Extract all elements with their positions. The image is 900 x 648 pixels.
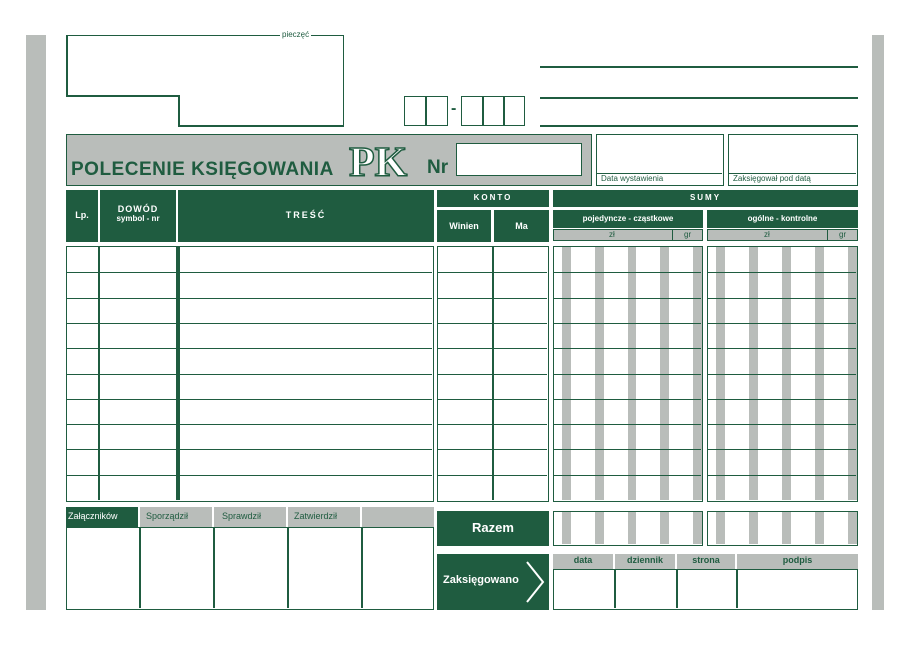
digit-column xyxy=(782,512,791,544)
zaksiegowano-label: Zaksięgowano xyxy=(443,574,519,586)
digit-column xyxy=(815,512,824,544)
row-line xyxy=(708,323,856,324)
row-line xyxy=(67,272,432,273)
booking-fields[interactable] xyxy=(553,569,858,610)
row-line xyxy=(67,424,432,425)
entries-table[interactable] xyxy=(66,246,434,502)
digit-column xyxy=(628,512,637,544)
digit-column xyxy=(716,512,725,544)
digit-column xyxy=(693,512,702,544)
booked-under-label: Zaksięgował pod datą xyxy=(733,174,811,183)
row-line xyxy=(438,475,547,476)
gr-label: gr xyxy=(839,230,847,239)
razem-label: Razem xyxy=(437,511,549,546)
strona-label: strona xyxy=(677,554,735,569)
row-line xyxy=(67,374,432,375)
row-line xyxy=(708,475,856,476)
lp-header: Lp. xyxy=(66,190,98,242)
row-line xyxy=(438,449,547,450)
zatwierdzil-label: Zatwierdził xyxy=(288,507,360,527)
row-line xyxy=(438,298,547,299)
ogolne-table[interactable] xyxy=(707,246,858,502)
row-line xyxy=(67,348,432,349)
row-line xyxy=(554,348,701,349)
podpis-label: podpis xyxy=(737,554,858,569)
pojedyncze-units xyxy=(553,229,703,241)
winien-header: Winien xyxy=(437,210,491,242)
sumy-header: SUMY xyxy=(553,190,858,207)
digit-column xyxy=(848,512,857,544)
date-boxes-right[interactable] xyxy=(461,96,525,126)
razem-ogolne-field[interactable] xyxy=(707,511,858,546)
address-line xyxy=(540,125,858,127)
row-line xyxy=(708,424,856,425)
row-line xyxy=(438,399,547,400)
right-margin-strip xyxy=(872,35,884,610)
pojedyncze-table[interactable] xyxy=(553,246,703,502)
stamp-box[interactable] xyxy=(66,35,344,127)
booked-under-field[interactable] xyxy=(728,134,858,186)
row-line xyxy=(554,323,701,324)
form-title: POLECENIE KSIĘGOWANIA xyxy=(71,159,334,180)
digit-column xyxy=(660,512,669,544)
row-line xyxy=(708,449,856,450)
zl-label: zł xyxy=(609,230,615,239)
row-line xyxy=(67,323,432,324)
row-line xyxy=(438,348,547,349)
row-line xyxy=(708,348,856,349)
address-line xyxy=(540,97,858,99)
address-line xyxy=(540,66,858,68)
row-line xyxy=(708,399,856,400)
row-line xyxy=(67,449,432,450)
ogolne-header: ogólne - kontrolne xyxy=(707,210,858,228)
zl-label: zł xyxy=(764,230,770,239)
row-line xyxy=(708,374,856,375)
gr-label: gr xyxy=(684,230,692,239)
row-line xyxy=(554,449,701,450)
date-issued-label: Data wystawienia xyxy=(601,174,664,183)
dziennik-label: dziennik xyxy=(615,554,675,569)
zaksiegowano-panel xyxy=(437,554,549,610)
digit-column xyxy=(595,512,604,544)
row-line xyxy=(438,272,547,273)
row-line xyxy=(554,374,701,375)
stamp-label: pieczęć xyxy=(282,30,310,39)
pk-mark: PK xyxy=(349,140,408,186)
row-line xyxy=(554,475,701,476)
row-line xyxy=(438,374,547,375)
booking-details xyxy=(553,554,858,610)
row-line xyxy=(554,424,701,425)
row-line xyxy=(67,298,432,299)
row-line xyxy=(708,272,856,273)
ma-header: Ma xyxy=(494,210,549,242)
date-boxes-left[interactable] xyxy=(404,96,448,126)
dowod-sub-label: symbol - nr xyxy=(116,214,160,223)
left-margin-strip xyxy=(26,35,46,610)
row-line xyxy=(554,298,701,299)
date-separator: - xyxy=(451,100,457,117)
data-label: data xyxy=(553,554,613,569)
digit-column xyxy=(562,512,571,544)
row-line xyxy=(554,399,701,400)
arrow-icon xyxy=(525,560,545,604)
title-panel xyxy=(66,134,592,186)
row-line xyxy=(438,323,547,324)
row-line xyxy=(554,272,701,273)
date-issued-field[interactable] xyxy=(596,134,724,186)
sporzadzil-label: Sporządził xyxy=(140,507,212,527)
signature-fields[interactable] xyxy=(66,527,434,610)
razem-pojedyncze-field[interactable] xyxy=(553,511,703,546)
konto-header: KONTO xyxy=(437,190,549,207)
nr-label: Nr xyxy=(427,157,449,178)
pojedyncze-header: pojedyncze - cząstkowe xyxy=(553,210,703,228)
dowod-label: DOWÓD xyxy=(117,204,159,214)
row-line xyxy=(67,399,432,400)
row-line xyxy=(67,475,432,476)
number-field[interactable] xyxy=(456,143,582,176)
dowod-header xyxy=(100,190,176,242)
row-line xyxy=(708,298,856,299)
konto-table[interactable] xyxy=(437,246,549,502)
zalacznikow-label: Załączników xyxy=(66,507,138,527)
signature-block xyxy=(66,507,434,610)
sprawdzil-label: Sprawdził xyxy=(214,507,286,527)
tresc-header: TREŚĆ xyxy=(178,190,434,242)
ogolne-units xyxy=(707,229,858,241)
digit-column xyxy=(749,512,758,544)
row-line xyxy=(438,424,547,425)
